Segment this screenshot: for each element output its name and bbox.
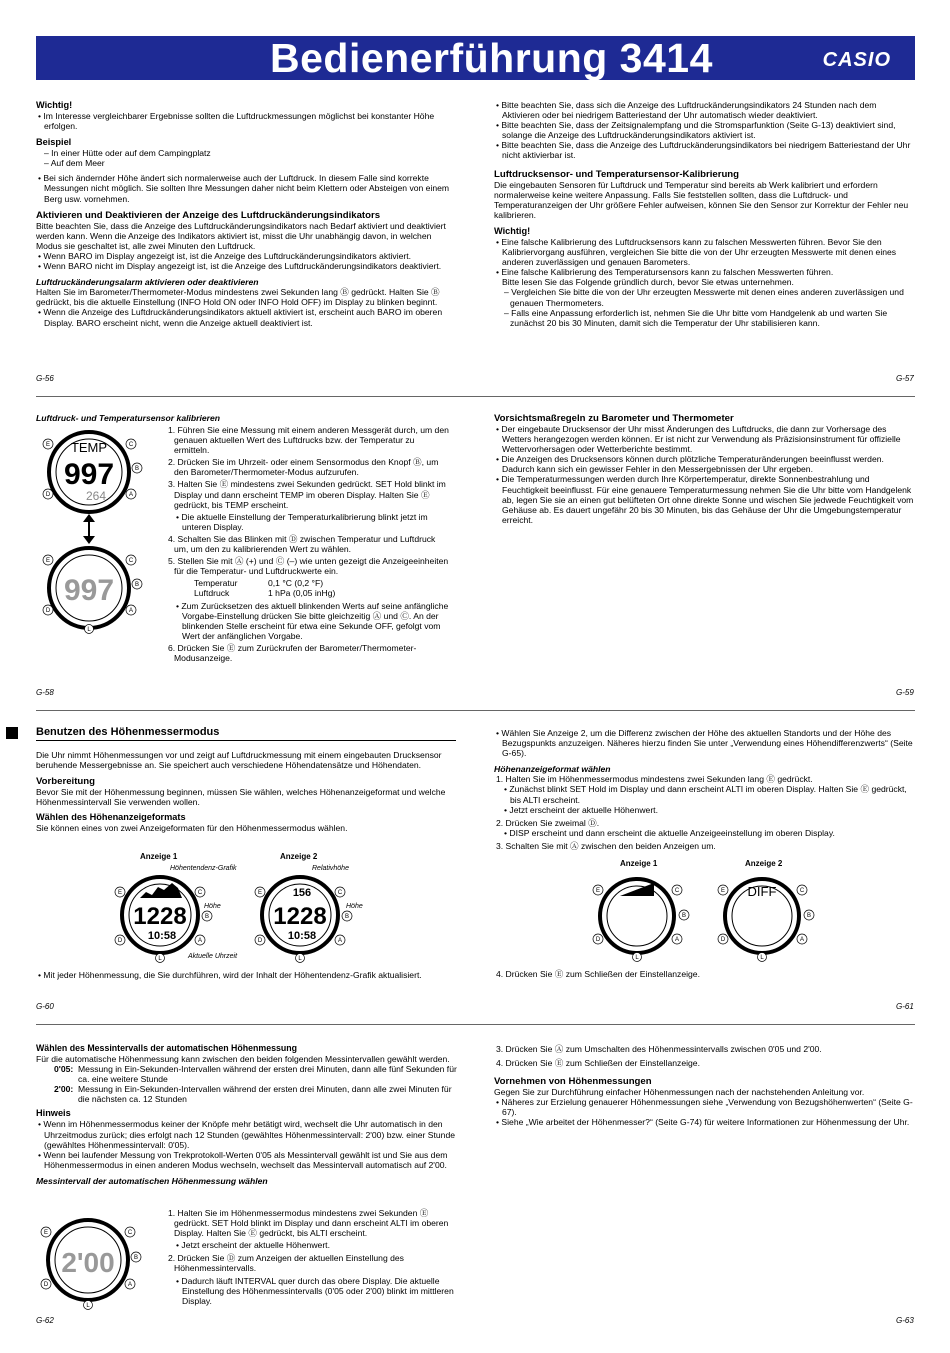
paragraph: Bitte beachten Sie, dass die Anzeige des Luftdruckänderungsindikators nach Bedarf aktiviert und deaktiviert werden kann. Wenn die Anzeige des Indikators aktiviert ist, misst die Uhr unabhängig davon, in welchen Modus sie geschaltet ist, alle zwei Minuten den Luftdruck. <box>36 220 446 251</box>
step: 3. Drücken Sie Ⓐ zum Umschalten des Höhenmessintervalls zwischen 0'05 und 2'00. <box>496 1044 822 1054</box>
button-d-label: D <box>117 938 123 944</box>
button-l-label: L <box>86 1303 90 1309</box>
interval-key: 0'05: <box>54 1064 74 1075</box>
display-middle: 1228 <box>273 903 327 930</box>
step: 2. Drücken Sie Ⓓ zum Anzeigen der aktuellen Einstellung des Höhenmessintervalls. <box>168 1253 404 1274</box>
step: 5. Stellen Sie mit Ⓐ (+) und Ⓒ (–) wie unten gezeigt die Anzeigeeinheiten für die Temperatur- und Luftdruckwerte ein. <box>168 556 449 577</box>
paragraph: Gegen Sie zur Durchführung einfacher Höhenmessungen nach der nachstehenden Anleitung vor. <box>494 1087 865 1098</box>
page-number: G-61 <box>896 1002 914 1011</box>
graph-callout: Höhentendenz-Grafik <box>170 865 237 872</box>
button-d-label: D <box>720 937 726 943</box>
watch-face <box>600 879 674 953</box>
heading: Luftdruckänderungsalarm aktivieren oder deaktivieren <box>36 277 259 288</box>
step: 3. Halten Sie Ⓔ mindestens zwei Sekunden gedrückt. SET Hold blinkt im Display und dann erscheint TEMP im oberen Display. Halten Sie Ⓔ gedrückt, bis TEMP erscheint. <box>168 479 446 510</box>
unit-label: Temperatur <box>194 578 238 589</box>
paragraph: • Näheres zur Erzielung genauerer Höhenmessungen siehe „Verwendung von Bezugshöhenwerten“ (Seite G-67). <box>496 1097 913 1118</box>
button-b-label: B <box>344 914 350 920</box>
button-b-label: B <box>681 913 687 919</box>
button-c-label: C <box>799 888 805 894</box>
relative-callout: Relativhöhe <box>312 865 349 872</box>
watch-illustration-calibration <box>36 424 146 634</box>
page-number: G-60 <box>36 1002 54 1011</box>
paragraph: • Bitte beachten Sie, dass sich die Anzeige des Luftdruckänderungsindikators 24 Stunden nach dem Aktivieren oder bei niedrigem Batteriestand der Uhr automatisch wieder deaktiviert. <box>496 100 877 121</box>
step: 4. Drücken Sie Ⓔ zum Schließen der Einstellanzeige. <box>496 969 700 979</box>
paragraph: • Mit jeder Höhenmessung, die Sie durchführen, wird der Inhalt der Höhentendenz-Grafik aktualisiert. <box>38 970 422 980</box>
paragraph: • Wenn die Anzeige des Luftdruckänderungsindikators aktuell aktiviert ist, erscheint auch BARO im oberen Display. BARO erscheint nicht, wenn die Anzeige aktuell deaktiviert ist. <box>38 307 443 328</box>
display-top: DIFF <box>747 884 777 899</box>
step: 1. Halten Sie im Höhenmessermodus mindestens zwei Sekunden lang Ⓔ gedrückt. <box>496 774 813 785</box>
button-c-label: C <box>127 1230 133 1236</box>
page-number: G-63 <box>896 1316 914 1325</box>
altitude-callout: Höhe <box>346 903 363 910</box>
unit-row <box>166 578 452 588</box>
button-b-label: B <box>134 466 140 472</box>
paragraph: Sie können eines von zwei Anzeigeformaten für den Höhenmessermodus wählen. <box>36 823 348 834</box>
display-middle: 1228 <box>133 903 187 930</box>
section-marker <box>6 727 18 739</box>
page-number: G-62 <box>36 1316 54 1325</box>
display-bottom: 10:58 <box>287 930 317 942</box>
button-e-label: E <box>117 890 123 896</box>
heading: Messintervall der automatischen Höhenmessung wählen <box>36 1175 268 1186</box>
heading: Höhenanzeigeformat wählen <box>494 764 611 775</box>
paragraph: • Bei sich ändernder Höhe ändert sich normalerweise auch der Luftdruck. In diesem Falle sind korrekte Messungen nicht möglich. Sie sollten Ihre Messungen daher nicht beim Klettern oder Absteigen von einem Berg usw. vornehmen. <box>38 173 450 204</box>
paragraph: – Vergleichen Sie bitte die von der Uhr erzeugten Messwerte mit denen eines anderen zuverlässigen und genauen Thermometers. <box>504 287 904 308</box>
page-g58-steps <box>166 425 452 665</box>
double-arrow-icon <box>83 514 95 544</box>
page-g56 <box>36 100 459 328</box>
heading: Vorsichtsmaßregeln zu Barometer und Thermometer <box>494 413 734 424</box>
paragraph: • Eine falsche Kalibrierung des Temperatursensors kann zu falschen Messwerten führen. <box>496 267 834 278</box>
paragraph: Bevor Sie mit der Höhenmessung beginnen, müssen Sie wählen, welches Höhenanzeigeformat und welche Höhenmessintervall Sie verwenden wollen. <box>36 787 446 808</box>
interval-option <box>36 1084 458 1104</box>
paragraph: • Die Temperaturmessungen werden durch Ihre Körpertemperatur, direkte Sonnenbestrahlung und Feuchtigkeit beeinflusst. Für eine genauere Temperaturmessung nehmen Sie die Uhr bitte vom Handgelenk ab, legen Sie sie an einen gut belüfteten Ort ohne direkte Sonne und wischen Sie jedwede Feuchtigkeit vom Gehäuse ab. Es dauert ungefähr 20 bis 30 Minuten, bis das Gehäuse der Uhr die Umgebungstemperatur erreicht. <box>496 474 914 525</box>
paragraph: Die Uhr nimmt Höhenmessungen vor und zeigt auf Luftdruckmessung mit einem eingebauten Drucksensor beruhende Messergebnisse an. Sie speichert auch verschiedene Höhendatensätze und Höhendaten. <box>36 750 442 771</box>
section-title: Benutzen des Höhenmessermodus <box>36 726 456 741</box>
button-c-label: C <box>197 890 203 896</box>
document-title: Bedienerführung 3414 <box>270 35 713 81</box>
heading: Wichtig! <box>494 225 531 236</box>
step: 2. Drücken Sie im Uhrzeit- oder einem Sensormodus den Knopf Ⓑ, um den Barometer/Thermometer-Modus aufzurufen. <box>168 457 439 478</box>
button-e-label: E <box>43 1230 49 1236</box>
step-note: • Zum Zurücksetzen des aktuell blinkenden Werts auf seine anfängliche Vorgabe-Einstellung drücken Sie bitte gleichzeitig Ⓐ und Ⓒ. An der blinkenden Stelle erscheint für etwa eine Sekunde OFF, gefolgt vom Wert der anfänglichen Vorgabe. <box>176 600 449 641</box>
button-b-label: B <box>806 913 812 919</box>
unit-value: 1 hPa (0,05 inHg) <box>268 588 336 599</box>
button-b-label: B <box>204 914 210 920</box>
paragraph: Die eingebauten Sensoren für Luftdruck und Temperatur sind bereits ab Werk kalibriert und erfordern normalerweise keine weitere Anpassung. Falls Sie feststellen sollten, dass die Luftdruck- und Temperaturanzeigen der Uhr größere Fehler aufweisen, können Sie den Sensor zur Korrektur der Fehler neu kalibrieren. <box>494 179 909 220</box>
button-a-label: A <box>337 938 343 944</box>
heading: Hinweis <box>36 1108 71 1119</box>
page-g61 <box>494 728 914 851</box>
page-g57 <box>494 100 914 328</box>
step: 2. Drücken Sie zweimal Ⓓ. <box>496 817 600 828</box>
button-l-label: L <box>760 955 764 961</box>
button-e-label: E <box>595 888 601 894</box>
watch-face <box>262 877 338 953</box>
step-note: • Die aktuelle Einstellung der Temperaturkalibrierung blinkt jetzt im unteren Display. <box>176 511 428 532</box>
interval-option <box>36 1064 458 1084</box>
button-l-label: L <box>298 956 302 962</box>
button-a-label: A <box>799 937 805 943</box>
divider <box>36 1024 915 1025</box>
button-c-label: C <box>337 890 343 896</box>
paragraph: • Wählen Sie Anzeige 2, um die Differenz zwischen der Höhe des aktuellen Standorts und der Höhe des Bezugspunkts anzuzeigen. Näheres hierzu finden Sie unter „Verwendung eines Höhendifferenzwerts“ (Seite G-65). <box>496 728 913 759</box>
button-c-label: C <box>674 888 680 894</box>
page-number: G-57 <box>896 374 914 383</box>
relative-altitude: 156 <box>292 887 312 899</box>
header-banner <box>36 36 915 80</box>
heading: Wichtig! <box>36 100 73 110</box>
paragraph: Bitte lesen Sie das Folgende gründlich durch, bevor Sie etwas unternehmen. <box>502 277 794 288</box>
heading: Vornehmen von Höhenmessungen <box>494 1076 652 1088</box>
heading: Beispiel <box>36 137 72 148</box>
paragraph: • Bitte beachten Sie, dass die Anzeige des Luftdruckänderungsindikators bei niedrigem Batteriestand der Uhr nicht aktivierbar ist. <box>496 140 911 161</box>
button-d-label: D <box>45 608 51 614</box>
paragraph: • Wenn BARO nicht im Display angezeigt ist, ist die Anzeige des Luftdruckänderungsindikators deaktiviert. <box>38 261 442 272</box>
paragraph: • Wenn bei laufender Messung von Trekprotokoll-Werten 0'05 als Messintervall gewählt ist und Sie aus dem Höhenmessermodus in einen anderen Modus wechseln, wechselt das Messintervall automatisch auf 2'00. <box>38 1149 448 1170</box>
heading: Luftdruck- und Temperatursensor kalibrieren <box>36 413 221 423</box>
heading: Vorbereitung <box>36 776 95 788</box>
step-note: • Jetzt erscheint der aktuelle Höhenwert. <box>176 1240 330 1251</box>
button-l-label: L <box>635 955 639 961</box>
step: 4. Schalten Sie das Blinken mit Ⓓ zwischen Temperatur und Luftdruck um, um den zu kalibrierenden Wert zu wählen. <box>168 533 436 555</box>
paragraph: Für die automatische Höhenmessung kann zwischen den beiden folgenden Messintervallen gewählt werden. <box>36 1054 450 1064</box>
step-note: • Zunächst blinkt SET Hold im Display und dann erscheint ALTI im oberen Display. Halten Sie Ⓔ gedrückt, bis ALTI erscheint. <box>504 784 907 805</box>
step-note: • DISP erscheint und dann erscheint die aktuelle Anzeigeeinstellung im oberen Display. <box>504 827 835 838</box>
button-d-label: D <box>43 1282 49 1288</box>
watch-illustration-interval <box>36 1212 146 1312</box>
button-e-label: E <box>720 888 726 894</box>
button-a-label: A <box>674 937 680 943</box>
page-g61-end <box>494 969 914 979</box>
button-a-label: A <box>197 938 203 944</box>
divider <box>36 710 915 711</box>
display-bottom: 10:58 <box>147 930 177 942</box>
unit-label: Luftdruck <box>194 588 230 599</box>
time-callout: Aktuelle Uhrzeit <box>188 953 238 960</box>
button-a-label: A <box>127 1282 133 1288</box>
step: 1. Halten Sie im Höhenmessermodus mindestens zwei Sekunden Ⓔ gedrückt. SET Hold blinkt im Display und dann erscheint ALTI im oberen Display. Halten Sie Ⓔ gedrückt, bis ALTI erscheint. <box>168 1208 449 1239</box>
step: 6. Drücken Sie Ⓔ zum Zurückrufen der Barometer/Thermometer-Modusanzeige. <box>168 642 417 663</box>
paragraph: • Bitte beachten Sie, dass der Zeitsignalempfang und die Stromsparfunktion (Seite G-13) deaktiviert sind, solange die Anzeige des Luftdruckänderungsindikators aktiviert ist. <box>496 120 896 141</box>
page-g60 <box>36 750 456 833</box>
button-e-label: E <box>257 890 263 896</box>
paragraph: • Im Interesse vergleichbarer Ergebnisse sollten die Luftdruckmessungen möglichst bei konstanter Höhe erfolgen. <box>38 111 435 132</box>
list-item: – Auf dem Meer <box>44 158 105 169</box>
step: 4. Drücken Sie Ⓔ zum Schließen der Einstellanzeige. <box>496 1058 700 1069</box>
step-note: • Jetzt erscheint der aktuelle Höhenwert. <box>504 804 658 815</box>
unit-value: 0,1 °C (0,2 °F) <box>268 578 324 589</box>
button-d-label: D <box>595 937 601 943</box>
display-middle: 2'00 <box>61 1247 115 1278</box>
button-d-label: D <box>45 492 51 498</box>
divider <box>36 396 915 397</box>
watch-illustration-display-formats <box>110 850 370 968</box>
step: 1. Führen Sie eine Messung mit einem anderen Messgerät durch, um den genauen aktuellen Wert des Luftdrucks bzw. der Temperatur zu ermitteln. <box>168 425 449 456</box>
heading: Luftdrucksensor- und Temperatursensor-Kalibrierung <box>494 168 740 180</box>
button-l-label: L <box>87 627 91 633</box>
watch-face <box>48 1220 128 1300</box>
altitude-callout: Höhe <box>204 903 221 910</box>
paragraph: Halten Sie im Barometer/Thermometer-Modus mindestens zwei Sekunden lang Ⓑ gedrückt. Halten Sie Ⓑ gedrückt, bis die aktuelle Einstellung (INFO Hold ON oder INFO Hold OFF) im Display zu blinken beginnt. <box>36 287 440 308</box>
page-g63 <box>494 1044 914 1128</box>
paragraph: • Wenn BARO im Display angezeigt ist, ist die Anzeige des Luftdruckänderungsindikators aktiviert. <box>38 250 412 261</box>
watch-face <box>122 877 198 953</box>
interval-key: 2'00: <box>54 1084 74 1095</box>
watch-face <box>49 432 129 512</box>
list-item: – In einer Hütte oder auf dem Campingplatz <box>44 148 211 159</box>
page-number: G-56 <box>36 374 54 383</box>
step: 3. Schalten Sie mit Ⓐ zwischen den beiden Anzeigen um. <box>496 840 716 851</box>
paragraph: • Der eingebaute Drucksensor der Uhr misst Änderungen des Luftdrucks, die dann zur Vorhersage des Wetters herangezogen werden können. Er ist nicht zur Verwendung als Präzisionsinstrument für offizielle Wettervorhersagen oder Wetterberichte bestimmt. <box>496 424 901 455</box>
page-number: G-59 <box>896 688 914 697</box>
button-b-label: B <box>134 582 140 588</box>
button-l-label: L <box>158 956 162 962</box>
button-d-label: D <box>257 938 263 944</box>
paragraph: • Eine falsche Kalibrierung des Luftdrucksensors kann zu falschen Messwerten führen. Bevor Sie den Kalibriervorgang ausführen, vergleichen Sie bitte die von der Uhr erzeugten Messwerte mit denen eines anderen zuverlässigen und genauen Barometers. <box>496 236 897 268</box>
display-1-label: Anzeige 1 <box>620 859 658 868</box>
button-b-label: B <box>133 1255 139 1261</box>
heading: Aktivieren und Deaktivieren der Anzeige des Luftdruckänderungsindikators <box>36 209 381 221</box>
watch-face <box>725 879 799 953</box>
button-c-label: C <box>128 558 134 564</box>
heading: Wählen des Höhenanzeigeformats <box>36 812 186 823</box>
button-a-label: A <box>128 492 134 498</box>
button-e-label: E <box>45 442 51 448</box>
button-a-label: A <box>128 608 134 614</box>
watch-illustration-display-select <box>590 856 840 966</box>
casio-logo: CASIO <box>822 49 891 71</box>
display-middle: 997 <box>63 458 115 491</box>
interval-desc: Messung in Ein-Sekunden-Intervallen während der ersten drei Minuten, dann alle fünf Sekunden für ca. eine weitere Stunde <box>78 1064 457 1085</box>
paragraph: • Siehe „Wie arbeitet der Höhenmesser?“ (Seite G-74) für weitere Informationen zur Höhenmessung der Uhr. <box>496 1117 910 1128</box>
interval-desc: Messung in Ein-Sekunden-Intervallen während der ersten drei Minuten, dann alle zwei Minuten für die nächsten ca. 12 Stunden <box>78 1084 452 1105</box>
display-middle: 997 <box>63 574 115 607</box>
watch-face <box>49 548 129 628</box>
button-e-label: E <box>45 558 51 564</box>
display-1-label: Anzeige 1 <box>140 852 178 861</box>
paragraph: – Falls eine Anpassung erforderlich ist, nehmen Sie die Uhr bitte vom Handgelenk ab und warten Sie zunächst 20 bis 30 Minuten, damit sich die Temperatur der Uhr stabilisieren kann. <box>504 307 888 328</box>
button-c-label: C <box>128 442 134 448</box>
display-2-label: Anzeige 2 <box>280 852 318 861</box>
paragraph: • Wenn im Höhenmessermodus keiner der Knöpfe mehr betätigt wird, wechselt die Uhr automatisch in den Uhrzeitmodus zurück; dies erfolgt nach 12 Stunden (gewähltes Höhenmessintervall: 2'00) bzw. einer Stunde (gewähltes Höhenmessintervall: 0'05). <box>38 1119 456 1150</box>
page-number: G-58 <box>36 688 54 697</box>
display-top: TEMP <box>70 440 108 455</box>
heading: Wählen des Messintervalls der automatischen Höhenmessung <box>36 1043 298 1053</box>
paragraph: • Die Anzeigen des Drucksensors können durch plötzliche Temperaturänderungen beeinflusst werden. Dadurch kann sich ein gewisser Fehler in den Messergebnissen der Uhr ergeben. <box>496 454 884 475</box>
display-2-label: Anzeige 2 <box>745 859 783 868</box>
page-g59 <box>494 413 914 525</box>
page-g62-steps <box>166 1208 456 1308</box>
step-note: • Dadurch läuft INTERVAL quer durch das obere Display. Die aktuelle Einstellung des Höhenmessintervalls (0'05 oder 2'00) blinkt im mittleren Display. <box>176 1275 454 1306</box>
page-g62 <box>36 1043 458 1186</box>
page-g60-note <box>36 970 466 980</box>
display-bottom: 264 <box>85 489 107 503</box>
unit-row <box>166 588 452 598</box>
